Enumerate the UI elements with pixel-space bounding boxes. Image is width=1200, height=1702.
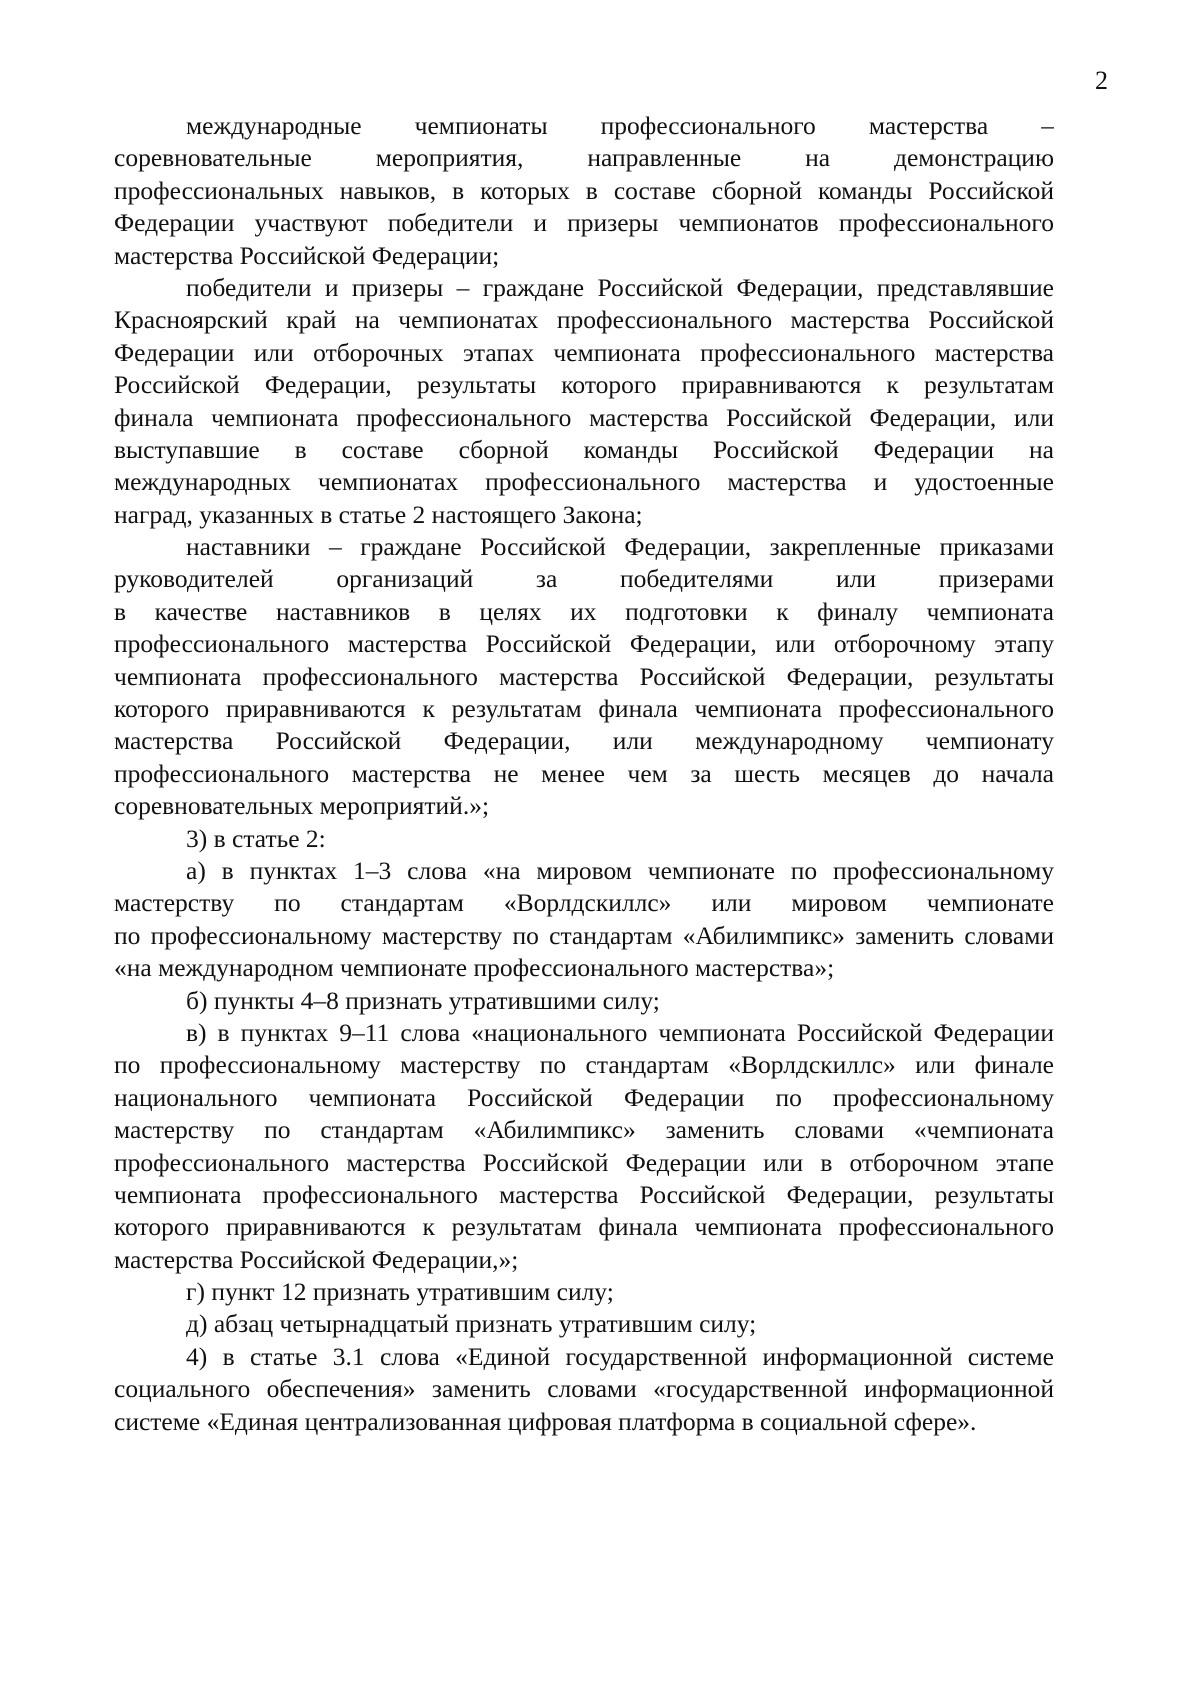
text-line: выступавшие в составе сборной команды Российской Федерации на xyxy=(114,434,1054,464)
text-line: Федерации участвуют победители и призеры чемпионатов профессионального xyxy=(114,208,1054,238)
text-line: соревновательных мероприятий.»; xyxy=(114,791,490,821)
text-line: профессионального мастерства Российской Федерации или в отборочном этапе xyxy=(114,1147,1054,1177)
text-line: руководителей организаций за победителями или призерами xyxy=(114,564,1054,594)
text-line: мастерства Российской Федерации,»; xyxy=(114,1244,519,1274)
text-line: международные чемпионаты профессионального мастерства – xyxy=(186,111,1054,140)
text-line: чемпионата профессионального мастерства Российской Федерации, результаты xyxy=(114,1179,1054,1209)
document-body xyxy=(114,110,1054,1438)
text-line: социального обеспечения» заменить словами «государственной информационной xyxy=(114,1374,1054,1404)
text-line: профессионального мастерства Российской Федерации, или отборочному этапу xyxy=(114,629,1054,659)
text-line: которого приравниваются к результатам финала чемпионата профессионального xyxy=(114,694,1054,724)
text-line: финала чемпионата профессионального мастерства Российской Федерации, или xyxy=(114,402,1054,432)
text-line: г) пункт 12 признать утратившим силу; xyxy=(186,1277,614,1307)
text-line: мастерству по стандартам «Ворлдскиллс» или мировом чемпионате xyxy=(114,888,1054,918)
text-line: по профессиональному мастерству по стандартам «Ворлдскиллс» или финале xyxy=(114,1050,1054,1080)
text-line: наград, указанных в статье 2 настоящего Закона; xyxy=(114,499,643,529)
text-line: которого приравниваются к результатам финала чемпионата профессионального xyxy=(114,1212,1054,1242)
text-line: чемпионата профессионального мастерства Российской Федерации, результаты xyxy=(114,661,1054,691)
text-line: 3) в статье 2: xyxy=(186,823,326,853)
text-line: в качестве наставников в целях их подготовки к финалу чемпионата xyxy=(114,596,1054,626)
text-line: системе «Единая централизованная цифровая платформа в социальной сфере». xyxy=(114,1406,977,1436)
text-line: мастерства Российской Федерации, или международному чемпионату xyxy=(114,726,1054,756)
text-line: профессионального мастерства не менее чем за шесть месяцев до начала xyxy=(114,758,1054,788)
text-line: Красноярский край на чемпионатах профессионального мастерства Российской xyxy=(114,305,1054,335)
text-line: мастерству по стандартам «Абилимпикс» заменить словами «чемпионата xyxy=(114,1115,1054,1145)
text-line: Российской Федерации, результаты которого приравниваются к результатам xyxy=(114,370,1054,400)
text-line: национального чемпионата Российской Федерации по профессиональному xyxy=(114,1082,1054,1112)
text-line: б) пункты 4–8 признать утратившими силу; xyxy=(186,985,660,1015)
text-line: наставники – граждане Российской Федерации, закрепленные приказами xyxy=(186,532,1054,562)
text-line: д) абзац четырнадцатый признать утратившим силу; xyxy=(186,1309,757,1339)
text-line: Федерации или отборочных этапах чемпионата профессионального мастерства xyxy=(114,337,1054,367)
text-line: соревновательные мероприятия, направленные на демонстрацию xyxy=(114,143,1054,173)
text-line: профессиональных навыков, в которых в составе сборной команды Российской xyxy=(114,175,1054,205)
text-line: а) в пунктах 1–3 слова «на мировом чемпионате по профессиональному xyxy=(186,855,1054,885)
text-line: международных чемпионатах профессионального мастерства и удостоенные xyxy=(114,467,1054,497)
page-number: 2 xyxy=(1095,66,1108,95)
text-line: мастерства Российской Федерации; xyxy=(114,240,500,270)
text-line: 4) в статье 3.1 слова «Единой государственной информационной системе xyxy=(186,1341,1054,1371)
text-line: «на международном чемпионате профессионального мастерства»; xyxy=(114,953,835,983)
text-line: победители и призеры – граждане Российской Федерации, представлявшие xyxy=(186,272,1054,302)
text-line: по профессиональному мастерству по стандартам «Абилимпикс» заменить словами xyxy=(114,920,1054,950)
text-line: в) в пунктах 9–11 слова «национального чемпионата Российской Федерации xyxy=(186,1017,1054,1047)
